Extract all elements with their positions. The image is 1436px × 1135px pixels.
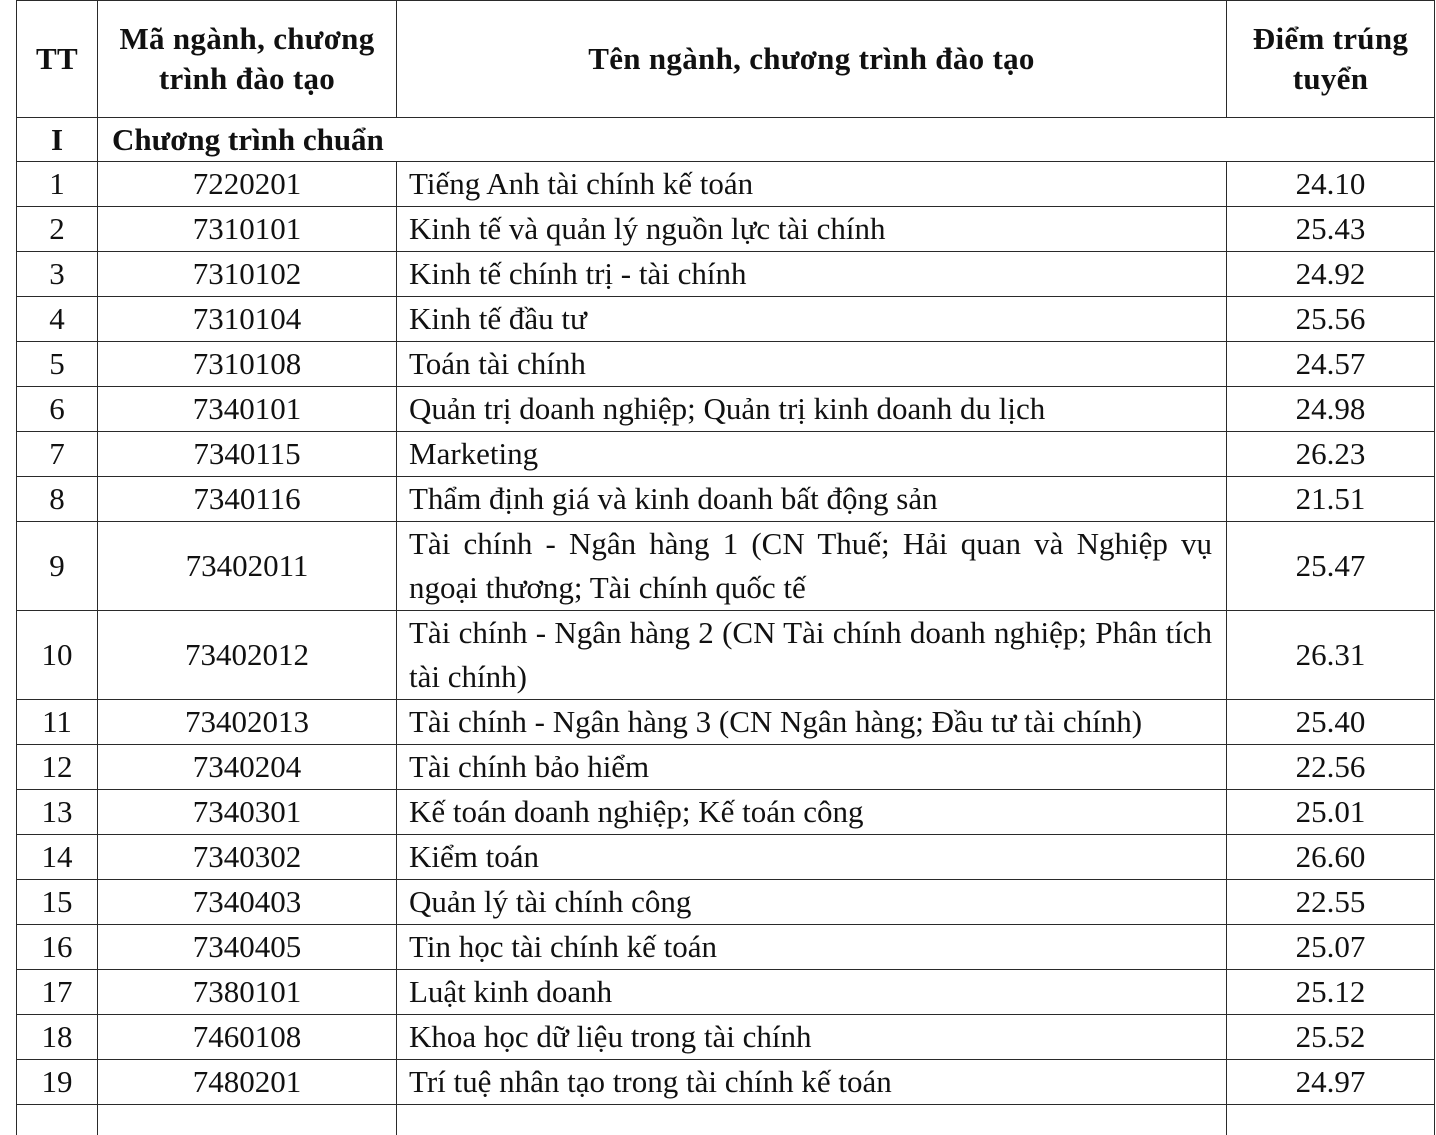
admission-score: 25.40 [1227, 700, 1435, 745]
admission-score: 24.10 [1227, 162, 1435, 207]
admission-score: 22.55 [1227, 880, 1435, 925]
table-row [17, 342, 1435, 387]
program-code: 7340115 [98, 432, 397, 477]
row-number: 18 [17, 1015, 98, 1060]
program-code: 7480201 [98, 1060, 397, 1105]
row-number: 5 [17, 342, 98, 387]
row-number: 14 [17, 835, 98, 880]
program-name: Kinh tế chính trị - tài chính [397, 252, 1227, 297]
program-code: 7340301 [98, 790, 397, 835]
row-number: 4 [17, 297, 98, 342]
admission-score: 25.01 [1227, 790, 1435, 835]
program-code: 7310108 [98, 342, 397, 387]
row-number: 9 [17, 522, 98, 611]
table-row [17, 297, 1435, 342]
program-code: 7340116 [98, 477, 397, 522]
program-name: Kế toán doanh nghiệp; Kế toán công [397, 790, 1227, 835]
table-header-row [17, 1, 1435, 118]
row-number: 2 [17, 207, 98, 252]
program-code: 7340101 [98, 387, 397, 432]
admission-score: 26.31 [1227, 611, 1435, 700]
program-name: Toán tài chính [397, 342, 1227, 387]
program-code: 7310104 [98, 297, 397, 342]
program-name: Luật kinh doanh [397, 970, 1227, 1015]
row-number: 3 [17, 252, 98, 297]
program-name: Tài chính - Ngân hàng 2 (CN Tài chính doanh nghiệp; Phân tích tài chính) [397, 611, 1227, 700]
admission-score: 24.97 [1227, 1060, 1435, 1105]
program-code: 7340302 [98, 835, 397, 880]
program-name: Tài chính bảo hiểm [397, 745, 1227, 790]
row-number: 1 [17, 162, 98, 207]
admission-score: 24.98 [1227, 387, 1435, 432]
admission-score-document [16, 0, 1434, 1135]
header-program-code: Mã ngành, chương trình đào tạo [98, 1, 397, 118]
admission-score: 21.51 [1227, 477, 1435, 522]
program-name: Marketing [397, 432, 1227, 477]
program-code: 7460108 [98, 1015, 397, 1060]
row-number: 13 [17, 790, 98, 835]
admission-score: 25.52 [1227, 1015, 1435, 1060]
header-admission-score: Điểm trúng tuyển [1227, 1, 1435, 118]
table-row [17, 745, 1435, 790]
program-code: 7220201 [98, 162, 397, 207]
program-name: Tài chính - Ngân hàng 1 (CN Thuế; Hải quan và Nghiệp vụ ngoại thương; Tài chính quốc tế [397, 522, 1227, 611]
program-code: 73402013 [98, 700, 397, 745]
program-code: 73402012 [98, 611, 397, 700]
program-code: 7340204 [98, 745, 397, 790]
program-name: Tài chính - Ngân hàng 3 (CN Ngân hàng; Đầu tư tài chính) [397, 700, 1227, 745]
table-row [17, 162, 1435, 207]
table-body [17, 118, 1435, 1135]
section-number: I [17, 118, 98, 162]
program-code: 7310102 [98, 252, 397, 297]
admission-score: 25.12 [1227, 970, 1435, 1015]
row-number: 10 [17, 611, 98, 700]
table-row [17, 880, 1435, 925]
program-name: Kiểm toán [397, 835, 1227, 880]
table-row [17, 522, 1435, 611]
admission-score: 25.43 [1227, 207, 1435, 252]
header-program-name: Tên ngành, chương trình đào tạo [397, 1, 1227, 118]
admission-score: 25.07 [1227, 925, 1435, 970]
program-code: 7310101 [98, 207, 397, 252]
row-number: 8 [17, 477, 98, 522]
table-row [17, 611, 1435, 700]
program-name: Kinh tế đầu tư [397, 297, 1227, 342]
admission-score: 22.56 [1227, 745, 1435, 790]
table-row [17, 970, 1435, 1015]
table-row [17, 252, 1435, 297]
program-name: Khoa học dữ liệu trong tài chính [397, 1015, 1227, 1060]
admission-score-table [16, 0, 1435, 1135]
row-number: 7 [17, 432, 98, 477]
row-number: 16 [17, 925, 98, 970]
program-code: 73402011 [98, 522, 397, 611]
row-number: 6 [17, 387, 98, 432]
row-number: 15 [17, 880, 98, 925]
table-row [17, 387, 1435, 432]
admission-score: 25.47 [1227, 522, 1435, 611]
table-row [17, 1060, 1435, 1105]
program-name: Tin học tài chính kế toán [397, 925, 1227, 970]
program-name: Trí tuệ nhân tạo trong tài chính kế toán [397, 1060, 1227, 1105]
header-tt: TT [17, 1, 98, 118]
table-row [17, 835, 1435, 880]
program-name: Thẩm định giá và kinh doanh bất động sản [397, 477, 1227, 522]
table-row [17, 1015, 1435, 1060]
table-row [17, 790, 1435, 835]
admission-score: 26.60 [1227, 835, 1435, 880]
table-row [17, 207, 1435, 252]
table-row [17, 700, 1435, 745]
admission-score: 25.56 [1227, 297, 1435, 342]
program-code: 7340405 [98, 925, 397, 970]
section-title: Chương trình chuẩn [98, 118, 1435, 162]
program-code: 7340403 [98, 880, 397, 925]
program-name: Quản lý tài chính công [397, 880, 1227, 925]
program-code: 7380101 [98, 970, 397, 1015]
admission-score: 26.23 [1227, 432, 1435, 477]
table-row [17, 925, 1435, 970]
program-name: Kinh tế và quản lý nguồn lực tài chính [397, 207, 1227, 252]
program-name: Quản trị doanh nghiệp; Quản trị kinh doanh du lịch [397, 387, 1227, 432]
program-name: Tiếng Anh tài chính kế toán [397, 162, 1227, 207]
row-number: 19 [17, 1060, 98, 1105]
row-number: 11 [17, 700, 98, 745]
admission-score: 24.92 [1227, 252, 1435, 297]
row-number: 17 [17, 970, 98, 1015]
table-row [17, 477, 1435, 522]
row-number: 12 [17, 745, 98, 790]
admission-score: 24.57 [1227, 342, 1435, 387]
section-row [17, 118, 1435, 162]
table-row [17, 432, 1435, 477]
